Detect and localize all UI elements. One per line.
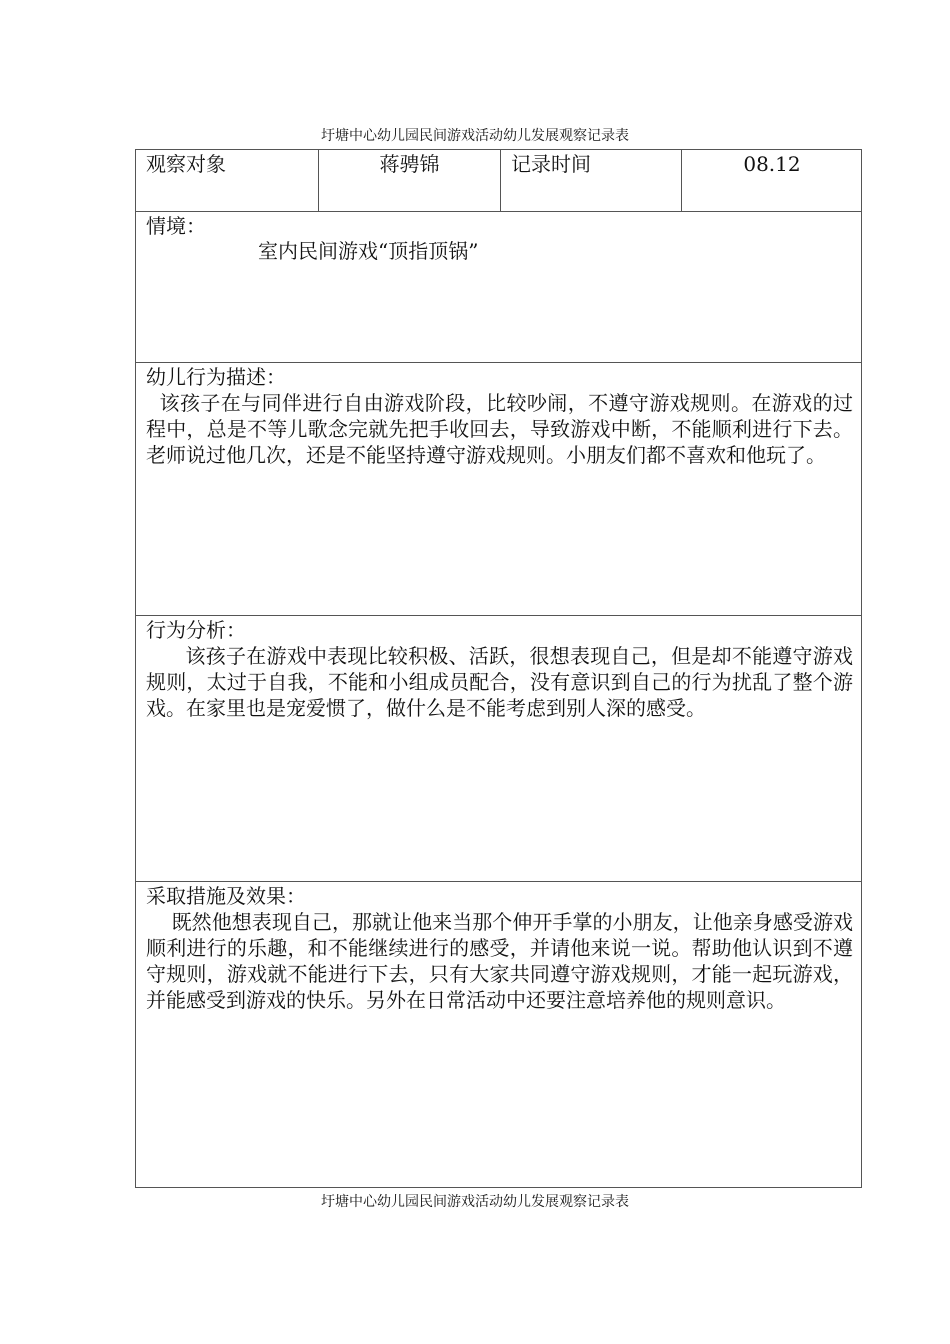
situation-section — [136, 211, 861, 362]
analysis-label: 行为分析： — [146, 618, 246, 642]
subject-label: 观察对象 — [146, 152, 226, 176]
measures-section — [136, 881, 861, 1189]
measures-text: 既然他想表现自己，那就让他来当那个伸开手掌的小朋友，让他亲身感受游戏顺利进行的乐趣，和不能继续进行的感受，并请他来说一说。帮助他认识到不遵守规则，游戏就不能进行下去，只有大家共同遵守游戏规则，才能一起玩游戏，并能感受到游戏的快乐。另外在日常活动中还要注意培养他的规则意识。 — [146, 910, 854, 1012]
behavior-label: 幼儿行为描述： — [146, 365, 286, 389]
measures-label: 采取措施及效果： — [146, 884, 306, 908]
header-row — [136, 150, 861, 211]
analysis-text: 该孩子在游戏中表现比较积极、活跃，很想表现自己，但是却不能遵守游戏规则，太过于自我，不能和小组成员配合，没有意识到自己的行为扰乱了整个游戏。在家里也是宠爱惯了，做什么是不能考虑到别人深的感受。 — [146, 644, 853, 720]
observation-record-table — [135, 149, 862, 1188]
form-title: 圩塘中心幼儿园民间游戏活动幼儿发展观察记录表 — [321, 128, 629, 144]
behavior-text: 该孩子在与同伴进行自由游戏阶段，比较吵闹，不遵守游戏规则。在游戏的过程中，总是不等儿歌念完就先把手收回去，导致游戏中断，不能顺利进行下去。老师说过他几次，还是不能坚持遵守游戏规则。小朋友们都不喜欢和他玩了。 — [146, 391, 853, 467]
situation-label: 情境： — [146, 214, 206, 238]
behavior-section — [136, 362, 861, 615]
analysis-section — [136, 615, 861, 881]
record-time-label: 记录时间 — [500, 150, 681, 211]
subject-name: 蒋骋锦 — [318, 150, 500, 211]
record-time-value: 08.12 — [681, 150, 862, 211]
footer-caption: 圩塘中心幼儿园民间游戏活动幼儿发展观察记录表 — [321, 1194, 629, 1210]
situation-text: 室内民间游戏“顶指顶锅” — [258, 239, 479, 263]
